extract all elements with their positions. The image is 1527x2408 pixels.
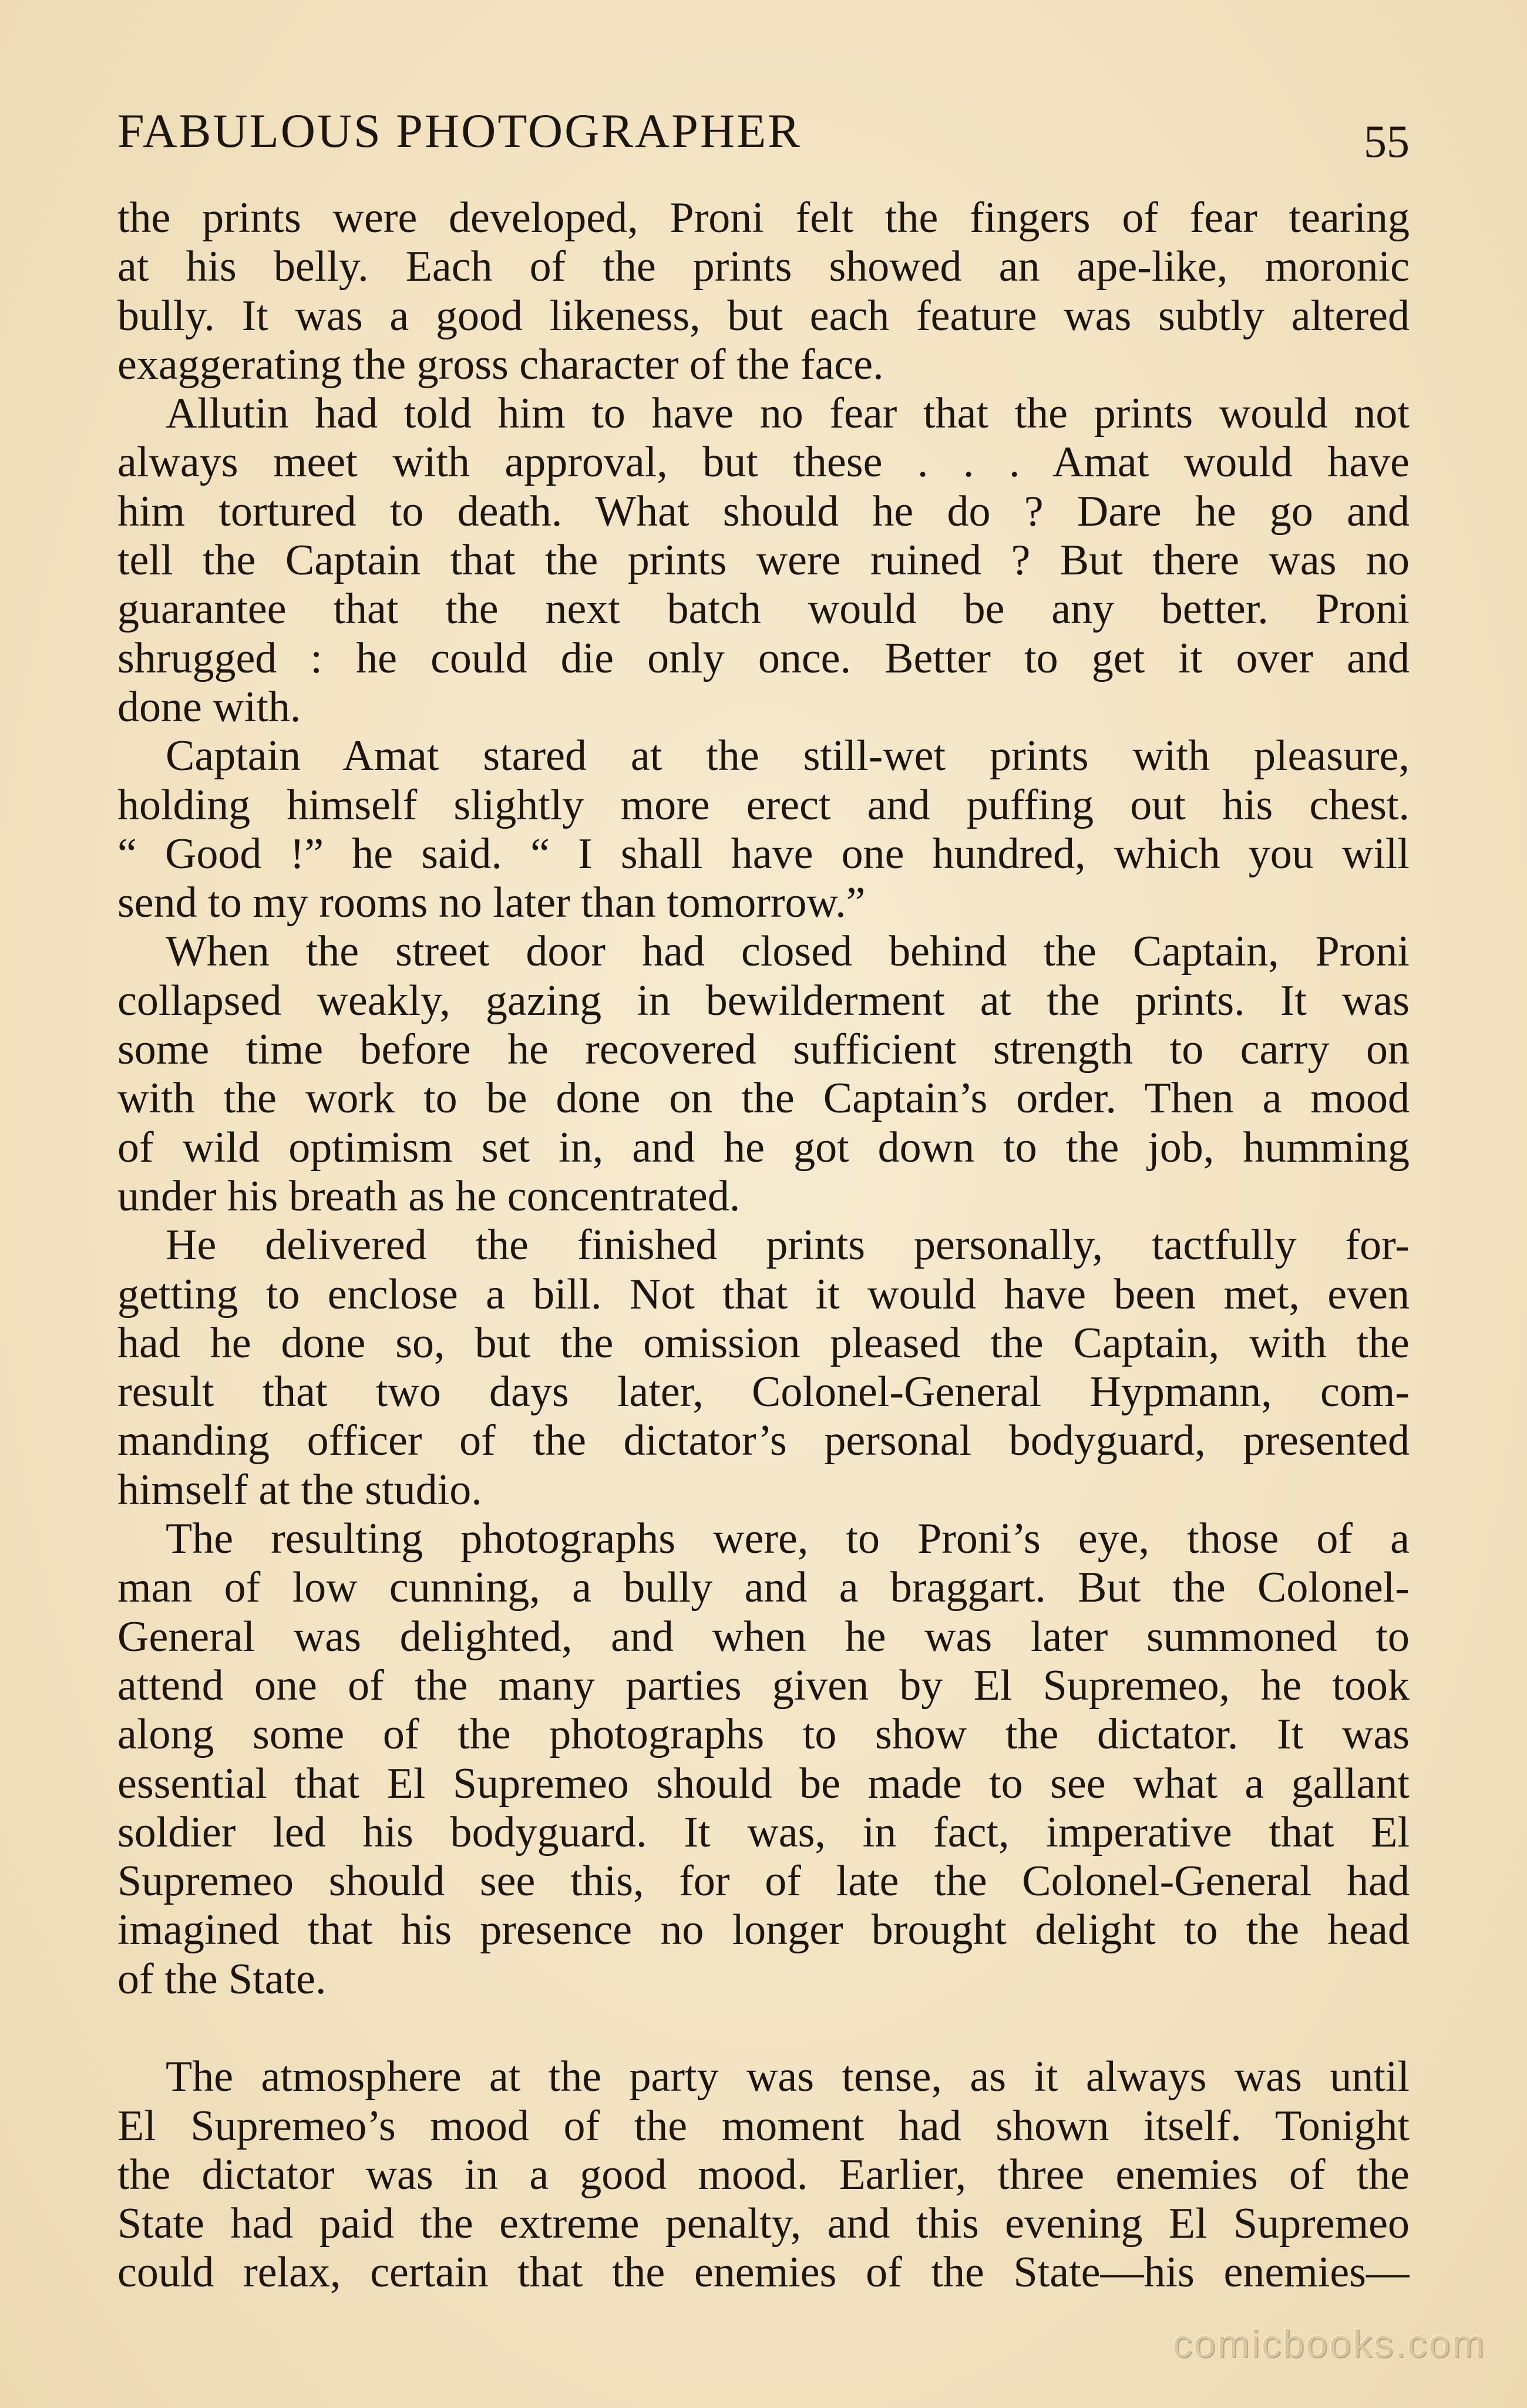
- text-line: himself at the studio.: [117, 1465, 482, 1514]
- text-line: The atmosphere at the party was tense, as it always was until: [166, 2053, 1410, 2101]
- text-line: Captain Amat stared at the still-wet prints with pleasure,: [166, 732, 1410, 781]
- text-line: guarantee that the next batch would be any better. Proni: [117, 585, 1410, 634]
- text-line: collapsed weakly, gazing in bewilderment at the prints. It was: [117, 976, 1410, 1025]
- text-line: General was delighted, and when he was later summoned to: [117, 1612, 1410, 1661]
- text-line: tell the Captain that the prints were ruined ? But there was no: [117, 536, 1410, 585]
- text-line: some time before he recovered sufficient strength to carry on: [117, 1025, 1410, 1074]
- text-line: at his belly. Each of the prints showed an ape-like, moronic: [117, 243, 1410, 291]
- text-line: Allutin had told him to have no fear that the prints would not: [166, 389, 1410, 438]
- text-line: El Supremeo’s mood of the moment had shown itself. Tonight: [117, 2101, 1410, 2150]
- page-header: [117, 99, 1410, 167]
- text-line: the prints were developed, Proni felt the fingers of fear tearing: [117, 194, 1410, 242]
- text-line: The resulting photographs were, to Proni’s eye, those of a: [166, 1515, 1410, 1563]
- text-line: “ Good !” he said. “ I shall have one hundred, which you will: [117, 829, 1410, 878]
- text-line: with the work to be done on the Captain’s order. Then a mood: [117, 1074, 1410, 1123]
- watermark-logo: comicbooks.com: [1172, 2322, 1486, 2365]
- text-line: him tortured to death. What should he do ? Dare he go and: [117, 487, 1410, 536]
- text-line: could relax, certain that the enemies of the State—his enemies—: [117, 2248, 1410, 2297]
- running-head: FABULOUS PHOTOGRAPHER: [117, 104, 802, 157]
- text-line: the dictator was in a good mood. Earlier, three enemies of the: [117, 2150, 1410, 2199]
- section-break: [117, 2004, 1410, 2053]
- text-line: done with.: [117, 682, 301, 731]
- text-line: always meet with approval, but these . . . Amat would have: [117, 438, 1410, 487]
- text-line: imagined that his presence no longer brought delight to the head: [117, 1906, 1410, 1955]
- text-line: of wild optimism set in, and he got down to the job, humming: [117, 1123, 1410, 1172]
- text-line: under his breath as he concentrated.: [117, 1172, 741, 1220]
- text-line: shrugged : he could die only once. Better to get it over and: [117, 634, 1410, 682]
- text-line: bully. It was a good likeness, but each feature was subtly altered: [117, 291, 1410, 340]
- text-line: exaggerating the gross character of the face.: [117, 340, 884, 389]
- body-text: [117, 194, 1410, 2298]
- text-line: manding officer of the dictator’s personal bodyguard, presented: [117, 1417, 1410, 1465]
- text-line: along some of the photographs to show the dictator. It was: [117, 1710, 1410, 1759]
- text-line: man of low cunning, a bully and a braggart. But the Colonel-: [117, 1563, 1410, 1612]
- text-line: send to my rooms no later than tomorrow.”: [117, 879, 866, 927]
- page-number: 55: [1364, 116, 1410, 167]
- text-line: He delivered the finished prints personally, tactfully for-: [166, 1221, 1410, 1270]
- text-line: soldier led his bodyguard. It was, in fact, imperative that El: [117, 1808, 1410, 1857]
- text-line: had he done so, but the omission pleased the Captain, with the: [117, 1319, 1410, 1367]
- text-line: State had paid the extreme penalty, and this evening El Supremeo: [117, 2200, 1410, 2248]
- text-line: attend one of the many parties given by El Supremeo, he took: [117, 1661, 1410, 1710]
- text-line: result that two days later, Colonel-General Hypmann, com-: [117, 1368, 1410, 1417]
- text-line: essential that El Supremeo should be made to see what a gallant: [117, 1759, 1410, 1808]
- text-line: getting to enclose a bill. Not that it would have been met, even: [117, 1270, 1410, 1319]
- text-line: holding himself slightly more erect and puffing out his chest.: [117, 781, 1410, 829]
- text-line: of the State.: [117, 1955, 327, 2003]
- text-line: Supremeo should see this, for of late the Colonel-General had: [117, 1857, 1410, 1906]
- text-line: When the street door had closed behind the Captain, Proni: [166, 927, 1410, 976]
